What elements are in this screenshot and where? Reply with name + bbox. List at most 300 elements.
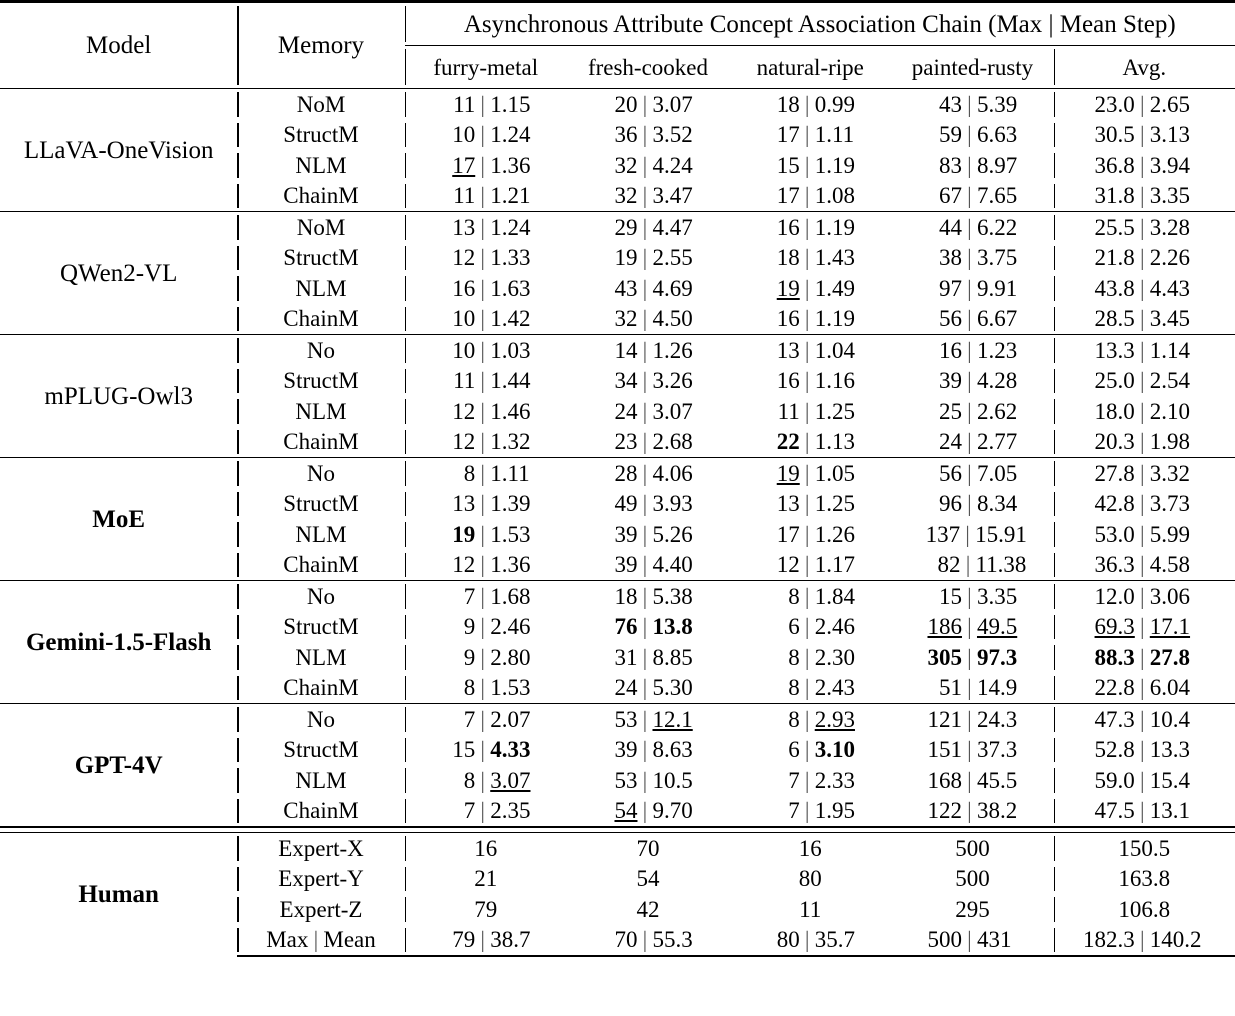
avg-cell: [1054, 396, 1235, 427]
avg-pair-4-3-max: 22.8: [1094, 675, 1135, 701]
memory-name-cell: NLM: [237, 765, 404, 796]
table-row: [0, 212, 1235, 243]
avg-pair-0-3-separator: |: [1139, 183, 1145, 209]
avg-pair-5-2: [1083, 769, 1206, 792]
avg-pair-3-1-mean: 3.73: [1149, 491, 1191, 517]
data-cell-0: [405, 273, 567, 304]
human-summary-cell-1: [567, 925, 729, 957]
avg-pair-3-0-max: 27.8: [1094, 460, 1135, 486]
value-pair-3-3-3-max: 82: [937, 552, 961, 578]
value-pair-0-3-0: [433, 184, 538, 207]
value-pair-0-3-0-separator: |: [480, 183, 486, 209]
avg-pair-1-3-mean: 3.45: [1149, 306, 1191, 332]
value-pair-3-2-3: [918, 523, 1027, 546]
value-pair-0-1-3: [920, 123, 1025, 146]
avg-pair-0-0-separator: |: [1139, 91, 1145, 117]
human-single-value-0: 79: [405, 894, 567, 925]
value-pair-1-1-1: [595, 246, 700, 269]
value-pair-2-0-2-separator: |: [804, 337, 810, 363]
data-cell-1: [567, 212, 729, 243]
value-pair-0-3-0-max: 11: [453, 183, 476, 209]
data-cell-1: [567, 335, 729, 366]
data-cell-1: [567, 581, 729, 612]
value-pair-0-0-3-max: 43: [938, 91, 962, 117]
value-pair-1-1-3-max: 38: [938, 245, 962, 271]
data-cell-2: [729, 735, 891, 766]
value-pair-2-2-3-max: 25: [938, 398, 962, 424]
avg-pair-0-2-max: 36.8: [1094, 152, 1135, 178]
data-cell-3: [891, 612, 1053, 643]
data-cell-0: [405, 735, 567, 766]
data-cell-0: [405, 427, 567, 458]
value-pair-0-0-3: [920, 93, 1025, 116]
value-pair-2-2-0-max: 12: [452, 398, 476, 424]
value-pair-4-2-0-max: 9: [463, 644, 476, 670]
value-pair-2-0-3-separator: |: [967, 337, 972, 363]
memory-name-cell: NLM: [237, 150, 404, 181]
data-cell-1: [567, 642, 729, 673]
value-pair-2-3-2-max: 22: [776, 429, 800, 455]
data-cell-2: [729, 581, 891, 612]
value-pair-0-0-2-separator: |: [804, 91, 810, 117]
avg-pair-1-1-mean: 2.26: [1149, 245, 1191, 271]
value-pair-2-0-0-max: 10: [452, 337, 476, 363]
data-cell-0: [405, 243, 567, 274]
value-pair-1-3-0-mean: 1.42: [490, 306, 531, 332]
value-pair-3-0-0-mean: 1.11: [490, 460, 530, 486]
table-body: [0, 89, 1235, 957]
memory-name-cell: NoM: [237, 212, 404, 243]
avg-pair-3-3: [1083, 553, 1206, 576]
value-pair-5-3-0-mean: 2.35: [490, 798, 531, 824]
data-cell-1: [567, 704, 729, 735]
human-single-value-1: 54: [636, 866, 660, 892]
value-pair-2-2-0: [433, 400, 538, 423]
value-pair-1-1-0-mean: 1.33: [490, 245, 531, 271]
value-pair-2-1-0-mean: 1.44: [490, 368, 531, 394]
value-pair-5-3-0-separator: |: [480, 798, 486, 824]
value-pair-2-2-2-max: 11: [777, 398, 800, 424]
value-pair-3-0-3: [920, 462, 1025, 485]
value-pair-5-3-2-mean: 1.95: [814, 798, 855, 824]
data-cell-0: [405, 396, 567, 427]
data-cell-0: [405, 796, 567, 828]
avg-cell: [1054, 704, 1235, 735]
value-pair-1-0-2-mean: 1.19: [814, 214, 855, 240]
avg-pair-0-1: [1083, 123, 1206, 146]
data-cell-0: [405, 335, 567, 366]
value-pair-4-2-2: [758, 646, 863, 669]
value-pair-2-2-2-mean: 1.25: [814, 398, 855, 424]
memory-name-cell: ChainM: [237, 796, 404, 828]
model-name-cell: mPLUG-Owl3: [0, 335, 237, 458]
value-pair-2-1-2-max: 16: [776, 368, 800, 394]
avg-pair-5-1-max: 52.8: [1094, 737, 1135, 763]
value-pair-1-0-1-mean: 4.47: [652, 214, 693, 240]
value-pair-2-3-3: [920, 430, 1025, 453]
human-summary-avg-pair-max: 182.3: [1083, 927, 1135, 953]
avg-cell: [1054, 427, 1235, 458]
value-pair-1-2-1-separator: |: [642, 275, 648, 301]
avg-pair-3-3-separator: |: [1139, 552, 1145, 578]
value-pair-0-3-1: [595, 184, 700, 207]
value-pair-2-2-3-separator: |: [967, 398, 972, 424]
value-pair-0-2-1-separator: |: [642, 152, 648, 178]
header-row-group: [0, 2, 1235, 46]
data-cell-2: [729, 765, 891, 796]
data-cell-3: [891, 519, 1053, 550]
header-sub-furry-metal: furry-metal: [405, 46, 567, 89]
value-pair-5-3-2-max: 7: [788, 798, 800, 824]
value-pair-0-1-3-mean: 6.63: [976, 122, 1018, 148]
value-pair-3-0-1: [595, 462, 700, 485]
human-summary-cell-0: [405, 925, 567, 957]
data-cell-3: [891, 396, 1053, 427]
avg-pair-2-0-separator: |: [1139, 337, 1145, 363]
value-pair-3-0-2: [758, 462, 863, 485]
avg-pair-1-0: [1083, 216, 1206, 239]
value-pair-4-1-1-separator: |: [642, 614, 648, 640]
value-pair-1-3-0-max: 10: [452, 306, 476, 332]
value-pair-2-0-0: [433, 339, 538, 362]
data-cell-0: [405, 612, 567, 643]
value-pair-4-3-1-max: 24: [614, 675, 638, 701]
value-pair-4-2-1-mean: 8.85: [652, 644, 693, 670]
value-pair-5-0-2-mean: 2.93: [814, 706, 855, 732]
value-pair-3-1-3-mean: 8.34: [976, 491, 1018, 517]
value-pair-3-3-3: [919, 553, 1027, 576]
data-cell-3: [891, 550, 1053, 581]
value-pair-0-1-1-mean: 3.52: [652, 122, 693, 148]
value-pair-1-2-0: [433, 277, 538, 300]
value-pair-5-0-2-separator: |: [804, 706, 810, 732]
avg-pair-4-0: [1083, 585, 1206, 608]
avg-pair-3-2-separator: |: [1139, 521, 1145, 547]
avg-cell: [1054, 273, 1235, 304]
value-pair-4-0-3: [920, 585, 1025, 608]
value-pair-5-1-2-mean: 3.10: [814, 737, 855, 763]
avg-cell: [1054, 366, 1235, 397]
value-pair-0-2-3-mean: 8.97: [976, 152, 1018, 178]
human-summary-pair-3: [920, 928, 1025, 951]
avg-pair-0-3: [1083, 184, 1206, 207]
value-pair-3-3-2: [758, 553, 863, 576]
value-pair-3-3-2-mean: 1.17: [814, 552, 855, 578]
header-model: Model: [0, 2, 237, 89]
value-pair-1-2-3-max: 97: [938, 275, 962, 301]
value-pair-2-3-1-mean: 2.68: [652, 429, 693, 455]
value-pair-5-2-3: [920, 769, 1025, 792]
value-pair-4-1-2: [758, 615, 863, 638]
human-summary-pair-2: [758, 928, 863, 951]
avg-pair-4-1: [1083, 615, 1206, 638]
avg-pair-2-2: [1083, 400, 1206, 423]
human-summary-avg-pair-separator: |: [1139, 927, 1145, 953]
value-pair-1-3-3-separator: |: [967, 306, 972, 332]
human-single-value-3: 500: [955, 835, 990, 861]
data-cell-2: [729, 550, 891, 581]
avg-cell: [1054, 304, 1235, 335]
avg-pair-5-3-mean: 13.1: [1149, 798, 1191, 824]
value-pair-2-0-1-separator: |: [642, 337, 648, 363]
value-pair-1-0-0-mean: 1.24: [490, 214, 531, 240]
value-pair-2-3-3-separator: |: [967, 429, 972, 455]
data-cell-0: [405, 150, 567, 181]
memory-name-cell: ChainM: [237, 550, 404, 581]
human-single-value-0: 21: [405, 864, 567, 895]
value-pair-1-1-2-max: 18: [776, 245, 800, 271]
human-single-value-0: 16: [405, 833, 567, 864]
value-pair-3-1-0-separator: |: [480, 491, 486, 517]
value-pair-1-3-3-mean: 6.67: [976, 306, 1018, 332]
value-pair-4-1-2-mean: 2.46: [814, 614, 855, 640]
avg-cell: [1054, 519, 1235, 550]
memory-name-cell: NLM: [237, 396, 404, 427]
model-name-cell: Gemini-1.5-Flash: [0, 581, 237, 704]
table-row: [0, 581, 1235, 612]
value-pair-4-3-1-separator: |: [642, 675, 648, 701]
value-pair-0-3-3: [920, 184, 1025, 207]
avg-pair-1-2-max: 43.8: [1094, 275, 1135, 301]
value-pair-0-0-1-separator: |: [642, 91, 648, 117]
value-pair-3-0-3-separator: |: [967, 460, 972, 486]
avg-pair-3-1-separator: |: [1139, 491, 1145, 517]
avg-cell: [1054, 550, 1235, 581]
value-pair-4-2-0: [433, 646, 538, 669]
value-pair-3-0-3-mean: 7.05: [976, 460, 1018, 486]
model-name-cell: QWen2-VL: [0, 212, 237, 335]
value-pair-0-0-0-max: 11: [453, 91, 476, 117]
value-pair-5-0-3: [920, 708, 1025, 731]
avg-pair-0-1-separator: |: [1139, 122, 1145, 148]
value-pair-1-1-1-separator: |: [642, 245, 648, 271]
avg-pair-4-2-separator: |: [1139, 644, 1145, 670]
human-summary-pair-2-max: 80: [776, 927, 800, 953]
human-summary-cell-3: [891, 925, 1053, 957]
value-pair-4-3-2-max: 8: [788, 675, 800, 701]
table-header: [0, 2, 1235, 89]
avg-pair-2-3-separator: |: [1139, 429, 1145, 455]
value-pair-0-1-2: [758, 123, 863, 146]
avg-pair-4-3: [1083, 676, 1206, 699]
avg-pair-1-2: [1083, 277, 1206, 300]
avg-pair-1-2-mean: 4.43: [1149, 275, 1191, 301]
value-pair-3-0-1-max: 28: [614, 460, 638, 486]
value-pair-4-3-0-max: 8: [463, 675, 476, 701]
human-avg-value: 106.8: [1054, 894, 1235, 925]
value-pair-0-1-2-max: 17: [776, 122, 800, 148]
value-pair-5-2-2: [758, 769, 863, 792]
value-pair-3-1-3: [920, 492, 1025, 515]
value-pair-4-2-3: [920, 646, 1025, 669]
value-pair-1-0-1-separator: |: [642, 214, 648, 240]
value-pair-4-1-2-max: 6: [788, 614, 800, 640]
value-pair-5-0-3-separator: |: [967, 706, 972, 732]
data-cell-3: [891, 304, 1053, 335]
value-pair-5-2-3-separator: |: [967, 767, 972, 793]
avg-pair-2-0-mean: 1.14: [1149, 337, 1191, 363]
value-pair-0-1-1: [595, 123, 700, 146]
header-group-title: Asynchronous Attribute Concept Association Chain (Max | Mean Step): [405, 2, 1235, 46]
value-pair-0-1-1-separator: |: [642, 122, 648, 148]
value-pair-5-2-3-max: 168: [927, 767, 962, 793]
data-cell-1: [567, 273, 729, 304]
value-pair-0-1-2-separator: |: [804, 122, 810, 148]
value-pair-0-3-3-max: 67: [938, 183, 962, 209]
value-pair-0-0-3-separator: |: [967, 91, 972, 117]
avg-pair-2-0-max: 13.3: [1094, 337, 1135, 363]
value-pair-5-0-0-max: 7: [463, 706, 476, 732]
avg-cell: [1054, 612, 1235, 643]
data-cell-0: [405, 550, 567, 581]
value-pair-5-1-3-mean: 37.3: [976, 737, 1018, 763]
value-pair-5-0-0: [433, 708, 538, 731]
value-pair-2-1-3-mean: 4.28: [976, 368, 1018, 394]
value-pair-2-3-3-max: 24: [938, 429, 962, 455]
value-pair-5-0-0-mean: 2.07: [490, 706, 531, 732]
human-summary-cell-2: [729, 925, 891, 957]
value-pair-2-2-3: [920, 400, 1025, 423]
value-pair-1-2-0-separator: |: [480, 275, 486, 301]
value-pair-4-2-1-max: 31: [614, 644, 638, 670]
value-pair-5-1-2-max: 6: [788, 737, 800, 763]
data-cell-1: [567, 89, 729, 120]
avg-pair-0-3-mean: 3.35: [1149, 183, 1191, 209]
value-pair-1-2-2-max: 19: [776, 275, 800, 301]
header-sub-fresh-cooked: fresh-cooked: [587, 54, 709, 80]
human-summary-pair-1-separator: |: [642, 927, 648, 953]
value-pair-3-2-0-separator: |: [480, 521, 486, 547]
data-cell-3: [891, 642, 1053, 673]
avg-pair-0-2: [1083, 154, 1206, 177]
data-cell-3: [891, 89, 1053, 120]
avg-pair-5-2-max: 59.0: [1094, 767, 1135, 793]
human-summary-label-mean: Mean: [323, 927, 376, 953]
value-pair-3-2-1-separator: |: [642, 521, 648, 547]
data-cell-1: [567, 181, 729, 212]
human-avg-value: 163.8: [1054, 864, 1235, 895]
value-pair-2-2-1-max: 24: [614, 398, 638, 424]
table-row: [0, 458, 1235, 489]
avg-cell: [1054, 181, 1235, 212]
avg-pair-5-3: [1083, 799, 1206, 822]
data-cell-3: [891, 458, 1053, 489]
memory-name-cell: Expert-X: [237, 833, 404, 864]
human-summary-pair-1-mean: 55.3: [652, 927, 693, 953]
avg-pair-4-3-separator: |: [1139, 675, 1145, 701]
data-cell-1: [567, 243, 729, 274]
value-pair-0-3-2-max: 17: [776, 183, 800, 209]
value-pair-1-1-3: [920, 246, 1025, 269]
avg-cell: [1054, 89, 1235, 120]
value-pair-0-0-2-max: 18: [776, 91, 800, 117]
value-pair-4-3-3-separator: |: [967, 675, 972, 701]
value-pair-0-1-0-mean: 1.24: [490, 122, 531, 148]
value-pair-5-0-2-max: 8: [788, 706, 800, 732]
value-pair-1-1-2-mean: 1.43: [814, 245, 855, 271]
data-cell-0: [405, 304, 567, 335]
human-summary-pair-0-separator: |: [480, 927, 486, 953]
human-avg-value: 150.5: [1054, 833, 1235, 864]
avg-pair-3-3-max: 36.3: [1094, 552, 1135, 578]
value-pair-0-3-3-separator: |: [967, 183, 972, 209]
data-cell-2: [729, 89, 891, 120]
value-pair-3-0-1-separator: |: [642, 460, 648, 486]
avg-pair-3-2-mean: 5.99: [1149, 521, 1191, 547]
value-pair-5-0-3-mean: 24.3: [976, 706, 1018, 732]
value-pair-2-1-3-max: 39: [938, 368, 962, 394]
value-pair-4-1-3-max: 186: [927, 614, 962, 640]
value-pair-4-2-1-separator: |: [642, 644, 648, 670]
value-pair-5-0-0-separator: |: [480, 706, 486, 732]
memory-name-cell: No: [237, 458, 404, 489]
value-pair-0-1-3-separator: |: [967, 122, 972, 148]
data-cell-1: [567, 735, 729, 766]
human-summary-label-separator: |: [313, 927, 319, 953]
data-cell-3: [891, 150, 1053, 181]
avg-pair-5-0-max: 47.3: [1094, 706, 1135, 732]
value-pair-3-2-1-mean: 5.26: [652, 521, 693, 547]
data-cell-3: [891, 581, 1053, 612]
data-cell-0: [405, 642, 567, 673]
value-pair-5-2-0-separator: |: [480, 767, 486, 793]
value-pair-3-2-0: [433, 523, 538, 546]
avg-pair-3-2-max: 53.0: [1094, 521, 1135, 547]
value-pair-4-0-2-max: 8: [788, 583, 800, 609]
value-pair-1-2-3-separator: |: [967, 275, 972, 301]
value-pair-2-3-1-max: 23: [614, 429, 638, 455]
value-pair-5-1-0-separator: |: [480, 737, 486, 763]
value-pair-3-1-1-mean: 3.93: [652, 491, 693, 517]
data-cell-2: [729, 366, 891, 397]
avg-pair-0-0-mean: 2.65: [1149, 91, 1191, 117]
value-pair-4-1-1-max: 76: [614, 614, 638, 640]
value-pair-3-1-2: [758, 492, 863, 515]
value-pair-0-0-2-mean: 0.99: [814, 91, 855, 117]
value-pair-5-3-2-separator: |: [804, 798, 810, 824]
human-summary-pair-2-separator: |: [804, 927, 810, 953]
human-single-value-3: 500: [955, 866, 990, 892]
value-pair-0-2-2: [758, 154, 863, 177]
value-pair-0-2-1-mean: 4.24: [652, 152, 693, 178]
data-cell-2: [729, 796, 891, 828]
value-pair-1-0-3: [920, 216, 1025, 239]
value-pair-4-2-3-max: 305: [927, 644, 962, 670]
value-pair-3-0-3-max: 56: [938, 460, 962, 486]
data-cell-0: [405, 489, 567, 520]
data-cell-0: [405, 765, 567, 796]
human-summary-avg-pair: [1083, 928, 1206, 951]
data-cell-3: [891, 335, 1053, 366]
value-pair-5-2-1-mean: 10.5: [652, 767, 693, 793]
avg-pair-2-1-max: 25.0: [1094, 368, 1135, 394]
value-pair-1-2-2-separator: |: [804, 275, 810, 301]
value-pair-4-3-3-mean: 14.9: [976, 675, 1018, 701]
value-pair-4-2-2-mean: 2.30: [814, 644, 855, 670]
value-pair-1-3-2: [758, 307, 863, 330]
value-pair-3-0-2-mean: 1.05: [814, 460, 855, 486]
avg-pair-2-0: [1083, 339, 1206, 362]
avg-cell: [1054, 150, 1235, 181]
avg-pair-4-0-separator: |: [1139, 583, 1145, 609]
value-pair-3-1-1-max: 49: [614, 491, 638, 517]
value-pair-3-1-1: [595, 492, 700, 515]
value-pair-2-0-2: [758, 339, 863, 362]
value-pair-3-3-1-max: 39: [614, 552, 638, 578]
value-pair-2-0-2-max: 13: [776, 337, 800, 363]
value-pair-2-2-1: [595, 400, 700, 423]
value-pair-3-1-2-mean: 1.25: [814, 491, 855, 517]
